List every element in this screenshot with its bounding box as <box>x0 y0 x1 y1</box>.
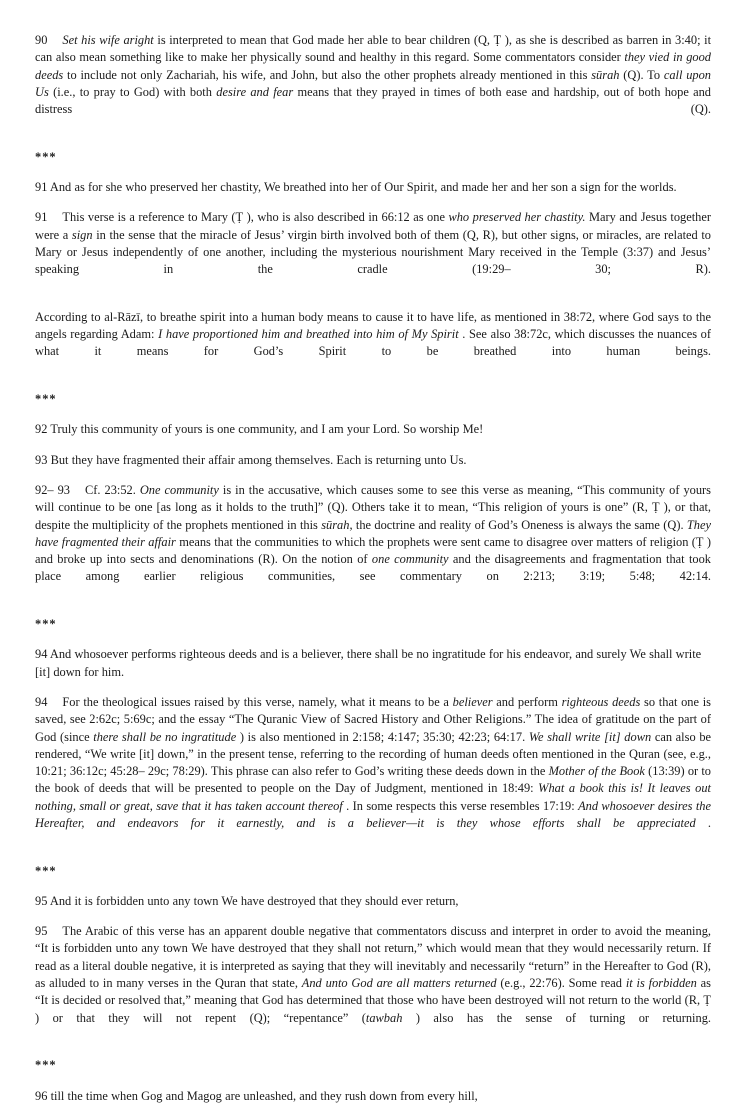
verse-translation-paragraph <box>35 1088 711 1105</box>
commentary-verse-number: 91 <box>35 210 48 225</box>
paragraph-text: 91 And as for she who preserved her chastity, We breathed into her of Our Spirit, and made her and her son a sign for the worlds. <box>35 180 677 195</box>
commentary-paragraph <box>35 923 711 1044</box>
page-text-column <box>35 32 711 1118</box>
paragraph-text: 94 And whosoever performs righteous deeds and is a believer, there shall be no ingratitude for his endeavor, and surely We shall write [it] down for him. <box>35 647 702 679</box>
section-divider: *** <box>35 1058 57 1073</box>
commentary-verse-number: 94 <box>35 694 48 709</box>
section-divider: *** <box>35 392 57 407</box>
paragraph-text: 93 But they have fragmented their affair among themselves. Each is returning unto Us. <box>35 452 467 467</box>
section-divider: *** <box>35 863 57 878</box>
paragraph-text: Set his wife aright is interpreted to mean that God made her able to bear children (Q, Ṭ ), as she is described as barren in 3:40; it can also mean something like to make her physically sound and healthy in this regard. Some commentators consider they vied in good deeds to include not only Zachariah, his wife, and John, but also the other prophets already mentioned in this sūrah (Q). To call upon Us (i.e., to pray to God) with both desire and fear means that they prayed in times of both ease and hardship, out of both hope and distress (Q). <box>35 33 712 117</box>
commentary-paragraph <box>35 209 711 295</box>
verse-translation-paragraph <box>35 421 711 438</box>
verse-translation-paragraph <box>35 646 711 681</box>
commentary-paragraph <box>35 32 711 136</box>
commentary-verse-number: 95 <box>35 924 48 939</box>
paragraph-text: According to al-Rāzī, to breathe spirit into a human body means to cause it to have life, as mentioned in 38:72, where God says to the angels regarding Adam: I have proportioned him and breathed into him of My Spirit . See also 38:72c, which discusses the nuances of what it means for God’s Spirit to be breathed into human beings. <box>35 309 711 359</box>
paragraph-text: 96 till the time when Gog and Magog are unleashed, and they rush down from every hill, <box>35 1088 478 1103</box>
paragraph-text: Cf. 23:52. One community is in the accusative, which causes some to see this verse as meaning, “This community of yours will continue to be one [as long as it holds to the truth]” (Q). Others take it to mean, “This religion of yours is one” (R, Ṭ ), or that, despite the multiplicity of the prophets mentioned in this sūrah, the doctrine and reality of God’s Oneness is always the same (Q). They have fragmented their affair means that the communities to which the prophets were sent came to disagree over matters of religion (Ṭ ) and broke up into sects and denominations (R). On the notion of one community and the disagreements and fragmentation that took place among earlier religious communities, see commentary on 2:213; 3:19; 5:48; 42:14. <box>35 482 711 584</box>
verse-translation-paragraph <box>35 179 711 196</box>
body-paragraph <box>35 309 711 378</box>
section-divider: *** <box>35 617 57 632</box>
commentary-verse-number: 90 <box>35 33 48 47</box>
paragraph-text: For the theological issues raised by this verse, namely, what it means to be a believer and perform righteous deeds so that one is saved, see 2:62c; 5:69c; and the essay “The Quranic View of Sacred History and Other Religions.” The idea of gratitude on the part of God (since there shall be no ingratitude ) is also mentioned in 2:158; 4:147; 35:30; 42:23; 64:17. We shall write [it] down can also be rendered, “We write [it] down,” in the present tense, referring to the recording of human deeds often mentioned in the Quran (see, e.g., 10:21; 36:12c; 45:28– 29c; 78:29). This phrase can also refer to God’s writing these deeds down in the Mother of the Book (13:39) or to the book of deeds that will be presented to people on the Day of Judgment, mentioned in 18:49: What a book this is! It leaves out nothing, small or great, save that it has taken account thereof . In some respects this verse resembles 17:19: And whosoever desires the Hereafter, and endeavors for it earnestly, and is a believer—it is they whose efforts shall be appreciated . <box>35 694 712 830</box>
paragraph-text: This verse is a reference to Mary (Ṭ ), who is also described in 66:12 as one who preserved her chastity. Mary and Jesus together were a sign in the sense that the miracle of Jesus’ virgin birth involved both of them (Q, R), but other signs, or miracles, are related to Mary or Jesus independently of one another, including the mysterious nourishment Mary received in the Temple (3:37) and Jesus’ speaking in the cradle (19:29– 30; R). <box>35 210 712 277</box>
paragraph-text: 92 Truly this community of yours is one community, and I am your Lord. So worship Me! <box>35 422 484 437</box>
paragraph-text: 95 And it is forbidden unto any town We have destroyed that they should ever return, <box>35 893 459 908</box>
verse-translation-paragraph <box>35 452 711 469</box>
commentary-paragraph <box>35 482 711 603</box>
section-divider: *** <box>35 149 57 164</box>
commentary-verse-number: 92– 93 <box>35 482 70 497</box>
verse-translation-paragraph <box>35 893 711 910</box>
paragraph-text: The Arabic of this verse has an apparent double negative that commentators discuss and interpret in order to avoid the meaning, “It is forbidden unto any town We have destroyed that they shall not return,” which would mean that they would necessarily return. If read as a literal double negative, it is interpreted as saying that they will inevitably and necessarily “return” in the Hereafter to God (R), as alluded to in many verses in the Quran that state, And unto God are all matters returned (e.g., 22:76). Some read it is forbidden as “It is decided or resolved that,” meaning that God has determined that those who have been destroyed will not return to the world (R, Ṭ ) or that they will not repent (Q); “repentance” (tawbah ) also has the sense of turning or returning. <box>35 924 711 1025</box>
commentary-paragraph <box>35 694 711 850</box>
